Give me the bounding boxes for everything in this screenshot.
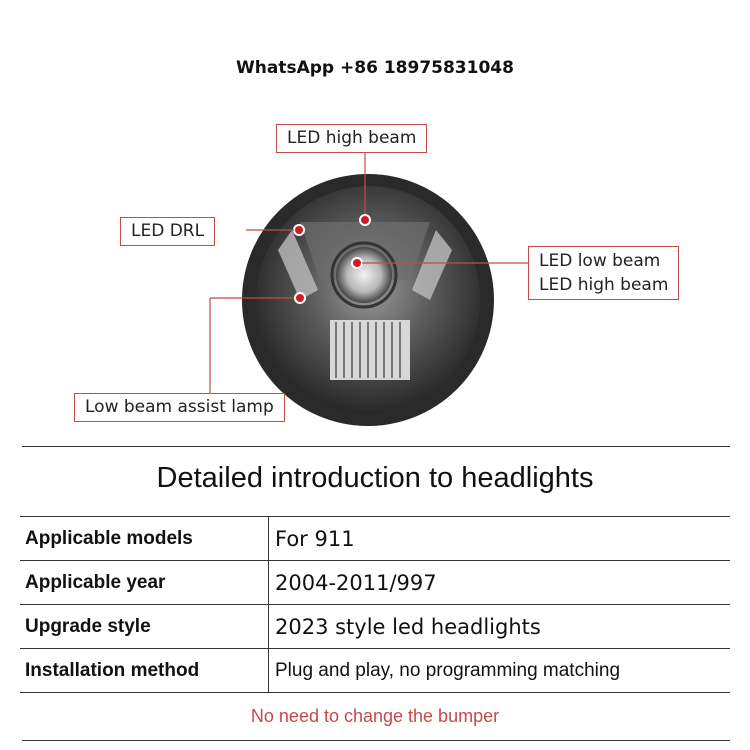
- divider-bottom: [22, 740, 730, 741]
- marker-assist: [295, 293, 305, 303]
- table-row: [20, 649, 730, 693]
- spec-value: 2004-2011/997: [269, 561, 731, 605]
- callout-led-high-beam-label: LED high beam: [539, 275, 669, 295]
- projector-lens: [336, 247, 392, 303]
- spec-label: Upgrade style: [20, 605, 269, 649]
- spec-value: 2023 style led headlights: [269, 605, 731, 649]
- divider-top: [22, 446, 730, 447]
- spec-label: Installation method: [20, 649, 269, 693]
- marker-drl: [294, 225, 304, 235]
- table-row: [20, 605, 730, 649]
- low-beam-led-grid: [330, 320, 410, 380]
- whatsapp-contact: WhatsApp +86 18975831048: [236, 58, 514, 78]
- callout-led-high-beam: LED high beam: [276, 124, 427, 153]
- table-row: [20, 561, 730, 605]
- callout-led-low-beam-label: LED low beam: [539, 251, 661, 271]
- marker-low-beam: [352, 258, 362, 268]
- callout-led-low-high-beam: [528, 246, 679, 300]
- spec-table: [20, 516, 730, 693]
- spec-value: Plug and play, no programming matching: [269, 649, 731, 693]
- section-heading: Detailed introduction to headlights: [156, 462, 594, 494]
- bumper-note: No need to change the bumper: [250, 706, 500, 726]
- spec-label: Applicable year: [20, 561, 269, 605]
- headlight-figure: [0, 110, 750, 440]
- callout-led-drl: LED DRL: [120, 217, 215, 246]
- marker-high-beam: [360, 215, 370, 225]
- callout-low-beam-assist-lamp: Low beam assist lamp: [74, 393, 285, 422]
- spec-value: For 911: [269, 517, 731, 561]
- table-row: [20, 517, 730, 561]
- spec-label: Applicable models: [20, 517, 269, 561]
